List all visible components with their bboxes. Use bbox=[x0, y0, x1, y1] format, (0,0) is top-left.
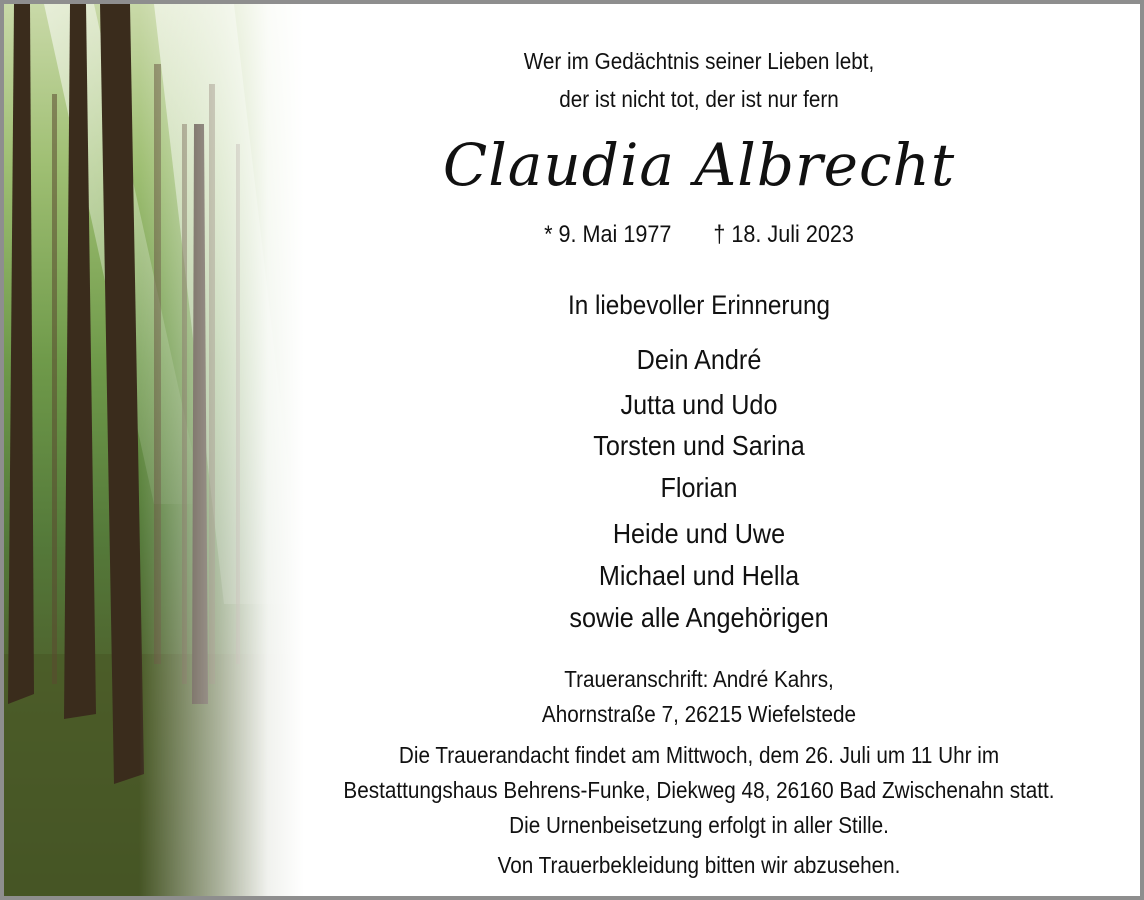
mourner-name: Heide und Uwe bbox=[612, 518, 786, 549]
ceremony-line: Bestattungshaus Behrens-Funke, Diekweg 48, 26160 Bad Zwischenahn statt. bbox=[343, 777, 1055, 803]
ceremony-line: Die Urnenbeisetzung erfolgt in aller Stille. bbox=[509, 812, 889, 838]
mourner-name: Michael und Hella bbox=[598, 560, 800, 591]
quote-line: der ist nicht tot, der ist nur fern bbox=[559, 86, 839, 112]
photo-fade-overlay bbox=[4, 4, 304, 896]
memory-line: In liebevoller Erinnerung bbox=[567, 290, 831, 320]
mourner-name: Florian bbox=[660, 472, 738, 503]
notice-text bbox=[274, 4, 1124, 896]
mourner-name: sowie alle Angehörigen bbox=[569, 602, 829, 633]
death-date: † 18. Juli 2023 bbox=[713, 221, 854, 248]
address-line: Traueranschrift: André Kahrs, bbox=[564, 666, 834, 692]
ceremony-line: Die Trauerandacht findet am Mittwoch, dem 26. Juli um 11 Uhr im bbox=[398, 742, 1000, 768]
mourner-name: Jutta und Udo bbox=[620, 389, 778, 420]
closing-line: Von Trauerbekleidung bitten wir abzusehen. bbox=[497, 852, 901, 878]
birth-date: * 9. Mai 1977 bbox=[544, 221, 672, 248]
forest-photo bbox=[4, 4, 304, 896]
deceased-name: Claudia Albrecht bbox=[442, 131, 956, 199]
address-line: Ahornstraße 7, 26215 Wiefelstede bbox=[541, 701, 857, 727]
life-dates bbox=[317, 220, 1082, 250]
quote-line: Wer im Gedächtnis seiner Lieben lebt, bbox=[523, 48, 875, 74]
mourner-name: Torsten und Sarina bbox=[593, 430, 805, 461]
mourner-name: Dein André bbox=[636, 344, 762, 375]
